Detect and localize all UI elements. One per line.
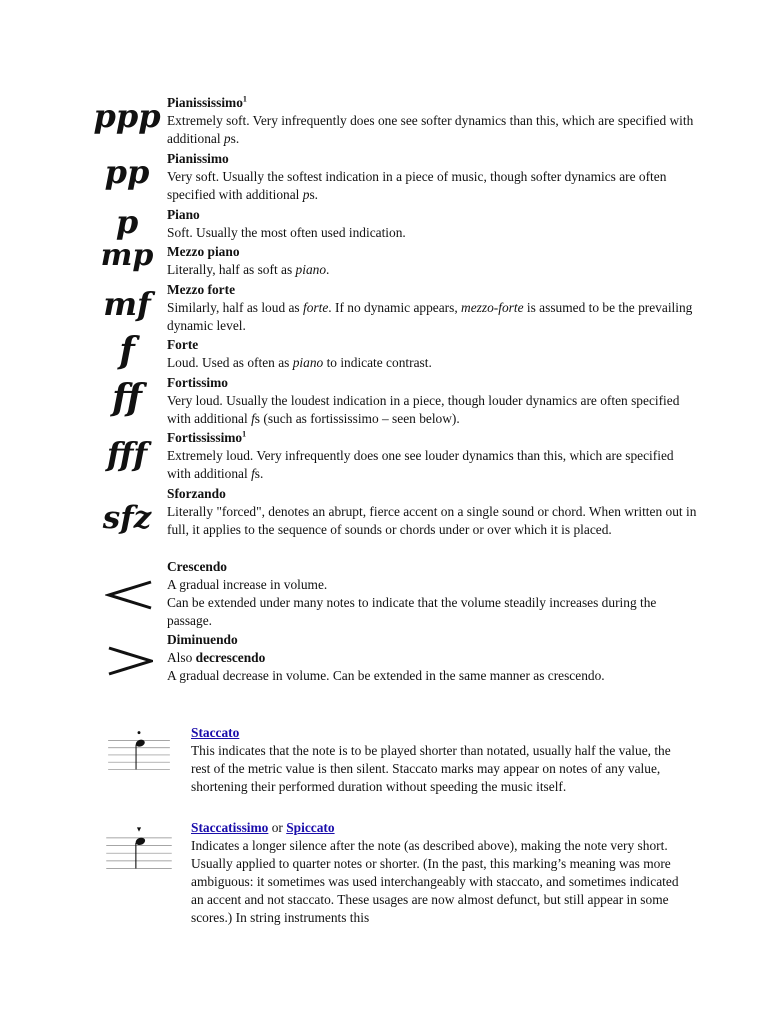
dynamic-title: Sforzando	[167, 486, 226, 501]
italic-term: mezzo-forte	[461, 300, 524, 315]
dynamic-title: Piano	[167, 207, 200, 222]
articulation-description: This indicates that the note is to be played shorter than notated, usually half the value, the rest of the metric value is then silent. Staccato marks may appear on notes of any value, shortening their performed duration without speeding the music itself.	[191, 743, 671, 794]
dynamic-description: Soft. Usually the most often used indication.	[167, 225, 406, 240]
dynamic-description: Very loud. Usually the loudest indication in a piece, though louder dynamics are often specified with additional fs (such as fortississimo – seen below).	[167, 393, 680, 426]
dynamic-text	[167, 485, 697, 539]
dynamic-description: Literally "forced", denotes an abrupt, fierce accent on a single sound or chord. When written out in full, it applies to the sequence of sounds or chords under or over which it is placed.	[167, 504, 697, 537]
spiccato-link[interactable]: Spiccato	[286, 820, 335, 835]
dynamic-text	[167, 150, 697, 204]
dynamic-text	[167, 374, 697, 428]
dynamic-description: Extremely soft. Very infrequently does one see softer dynamics than this, which are specified with additional ps.	[167, 113, 694, 146]
mf-symbol-icon: mf	[103, 285, 151, 323]
footnote-marker: 1	[242, 429, 247, 439]
crescendo-hairpin-icon	[105, 578, 153, 612]
ff-symbol-icon: ff	[112, 377, 142, 419]
articulation-text	[191, 819, 691, 927]
f-symbol-icon: f	[119, 330, 135, 372]
bold-term: decrescendo	[195, 650, 266, 665]
dynamic-description: Also decrescendo A gradual decrease in volume. Can be extended in the same manner as crescendo.	[167, 650, 605, 683]
dynamic-text	[167, 243, 697, 279]
dynamic-description: Loud. Used as often as piano to indicate contrast.	[167, 355, 432, 370]
italic-term: piano	[295, 262, 327, 277]
staccato-link[interactable]: Staccato	[191, 725, 240, 740]
dynamic-description: Very soft. Usually the softest indication in a piece of music, though softer dynamics are often specified with additional ps.	[167, 169, 667, 202]
italic-term: f	[251, 466, 255, 481]
italic-term: piano	[292, 355, 324, 370]
dynamic-description: Extremely loud. Very infrequently does one see louder dynamics than this, which are specified with additional fs.	[167, 448, 674, 481]
italic-term: forte	[303, 300, 329, 315]
dynamic-title: Pianissimo	[167, 151, 229, 166]
staccatissimo-link[interactable]: Staccatissimo	[191, 820, 269, 835]
pp-symbol-icon: pp	[104, 153, 150, 191]
dynamic-title: Crescendo	[167, 559, 228, 574]
italic-term: f	[251, 411, 255, 426]
dynamic-description: Similarly, half as loud as forte. If no dynamic appears, mezzo-forte is assumed to be the prevailing dynamic level.	[167, 300, 693, 333]
dynamic-title: Fortississimo	[167, 430, 243, 445]
fff-symbol-icon: fff	[106, 435, 148, 473]
dynamic-title: Mezzo piano	[167, 244, 240, 259]
dynamic-text	[167, 206, 697, 242]
dynamic-text	[167, 281, 697, 335]
dynamic-title: Diminuendo	[167, 632, 238, 647]
dynamic-description: A gradual increase in volume. Can be extended under many notes to indicate that the volume steadily increases during the passage.	[167, 577, 657, 628]
dynamic-title: Mezzo forte	[167, 282, 236, 297]
dynamic-text	[167, 336, 697, 372]
italic-term: p	[302, 187, 310, 202]
dynamic-title: Pianississimo	[167, 95, 243, 110]
dynamic-title: Forte	[167, 337, 199, 352]
dynamic-description: Literally, half as soft as piano.	[167, 262, 330, 277]
ppp-symbol-icon: ppp	[93, 97, 161, 135]
staccatissimo-note-icon	[92, 826, 186, 872]
articulation-text	[191, 724, 691, 796]
dynamic-text	[167, 94, 697, 148]
footnote-marker: 1	[242, 94, 247, 104]
sfz-symbol-icon: sfz	[102, 500, 152, 536]
mp-symbol-icon: mp	[100, 238, 154, 273]
dynamic-title: Fortissimo	[167, 375, 228, 390]
dynamic-text	[167, 429, 697, 483]
link-joiner: or	[268, 820, 287, 835]
diminuendo-hairpin-icon	[105, 644, 153, 678]
staccato-note-icon	[92, 730, 186, 776]
dynamic-text	[167, 631, 697, 685]
articulation-description: Indicates a longer silence after the note (as described above), making the note very short. Usually applied to quarter notes or shorter. (In the past, this marking’s meaning was more ambiguous: it sometimes was used interchangeably with staccato, and sometimes indicated an accent and not staccato. These usages are now almost defunct, but still appear in some scores.) In string instruments this	[191, 838, 679, 925]
italic-term: p	[223, 131, 231, 146]
p-symbol-icon: p	[115, 203, 139, 241]
dynamic-text	[167, 558, 697, 630]
